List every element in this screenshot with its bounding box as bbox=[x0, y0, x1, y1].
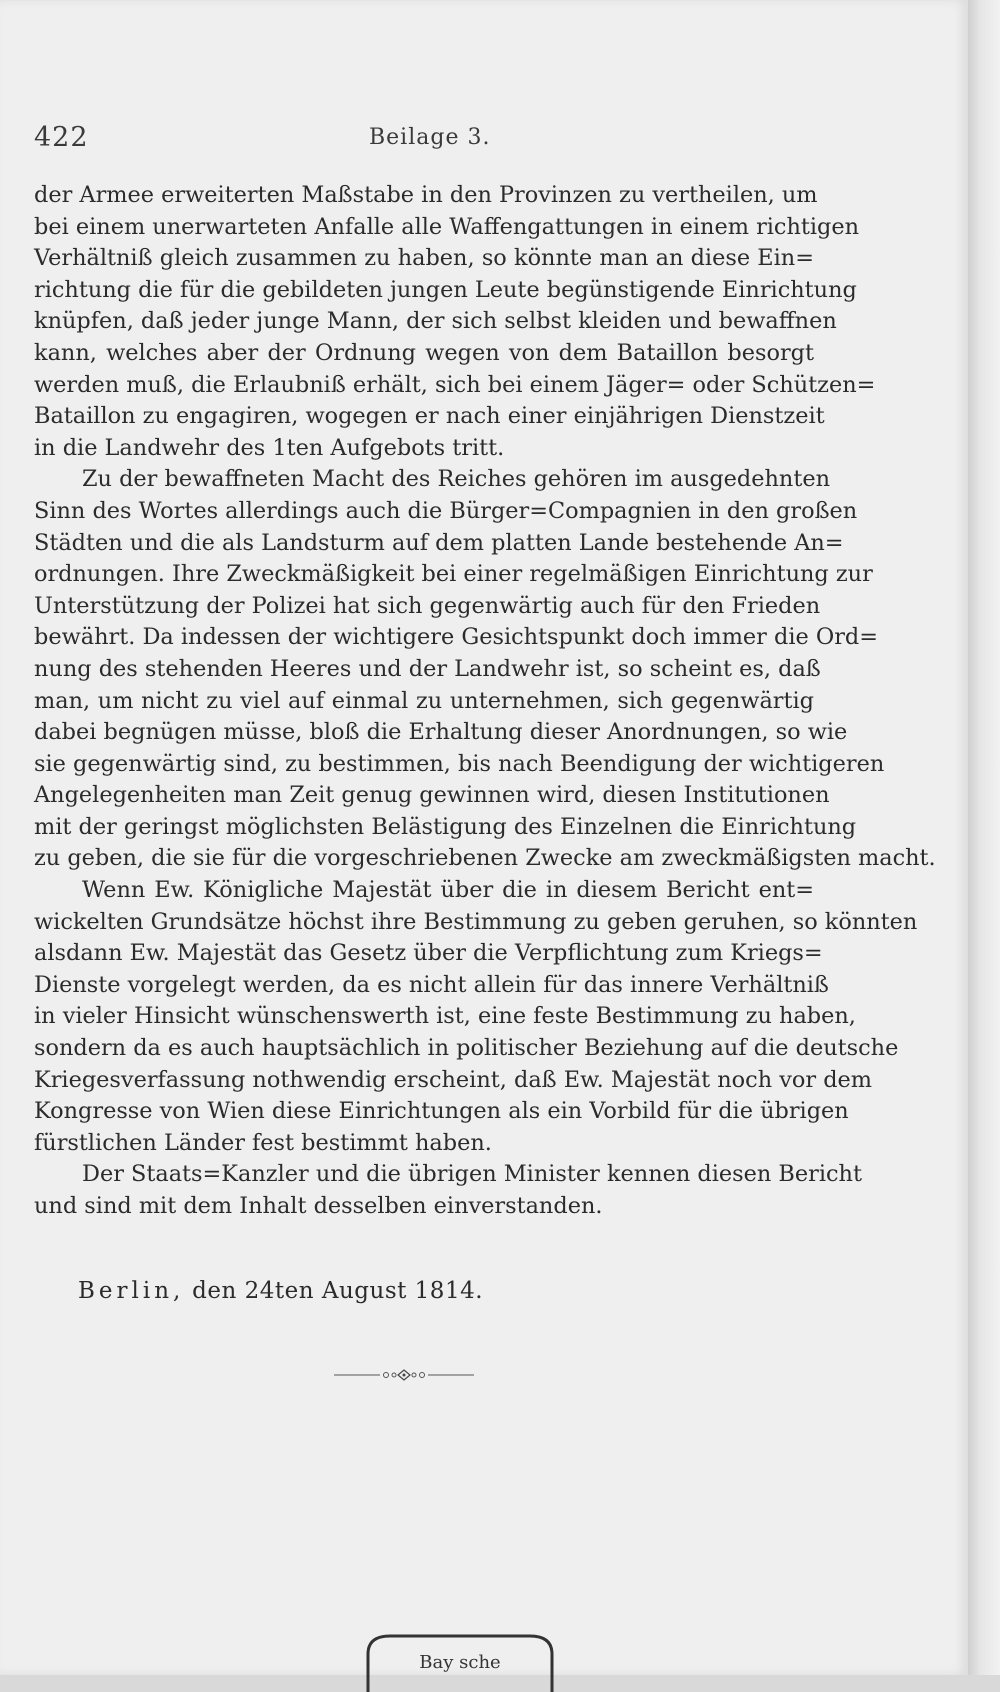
page-edge bbox=[968, 0, 1000, 1675]
text-line: Zu der bewaffneten Macht des Reiches gehören im ausgedehnten bbox=[82, 466, 831, 493]
text-line: knüpfen, daß jeder junge Mann, der sich selbst kleiden und bewaffnen bbox=[34, 308, 837, 335]
text-line: zu geben, die sie für die vorgeschriebenen Zwecke am zweckmäßigsten macht. bbox=[34, 845, 936, 872]
text-line: bei einem unerwarteten Anfalle alle Waffengattungen in einem richtigen bbox=[34, 213, 860, 240]
place-name: Berlin, bbox=[78, 1278, 185, 1304]
text-line: nung des stehenden Heeres und der Landwehr ist, so scheint es, daß bbox=[34, 655, 821, 682]
text-line: Verhältniß gleich zusammen zu haben, so könnte man an diese Ein= bbox=[34, 245, 814, 272]
text-line: man, um nicht zu viel auf einmal zu unternehmen, sich gegenwärtig bbox=[34, 687, 814, 714]
text-line: mit der geringst möglichsten Belästigung des Einzelnen die Einrichtung bbox=[34, 813, 857, 840]
text-line: sondern da es auch hauptsächlich in politischer Beziehung auf die deutsche bbox=[34, 1035, 899, 1062]
text-line: Kriegesverfassung nothwendig erscheint, daß Ew. Majestät noch vor dem bbox=[34, 1066, 873, 1093]
text-line: Kongresse von Wien diese Einrichtungen als ein Vorbild für die übrigen bbox=[34, 1098, 849, 1125]
text-line: fürstlichen Länder fest bestimmt haben. bbox=[34, 1129, 492, 1156]
text-line: Dienste vorgelegt werden, da es nicht allein für das innere Verhältniß bbox=[34, 971, 829, 998]
text-line: kann, welches aber der Ordnung wegen von dem Bataillon besorgt bbox=[34, 339, 814, 366]
page-number: 422 bbox=[34, 122, 89, 153]
stamp-text: Bay sche bbox=[419, 1652, 501, 1673]
running-title: Beilage 3. bbox=[369, 125, 491, 150]
text-line: Wenn Ew. Königliche Majestät über die in diesem Bericht ent= bbox=[82, 877, 814, 904]
text-line: Städten und die als Landsturm auf dem platten Lande bestehende An= bbox=[34, 529, 844, 556]
date-text: den 24ten August 1814. bbox=[192, 1278, 484, 1304]
text-line: dabei begnügen müsse, bloß die Erhaltung dieser Anordnungen, so wie bbox=[34, 719, 848, 746]
text-line: bewährt. Da indessen der wichtigere Gesichtspunkt doch immer die Ord= bbox=[34, 624, 879, 651]
text-line: alsdann Ew. Majestät das Gesetz über die Verpflichtung zum Kriegs= bbox=[34, 940, 823, 967]
place-and-date bbox=[78, 1278, 483, 1304]
library-stamp-icon bbox=[360, 1632, 560, 1692]
text-line: Der Staats=Kanzler und die übrigen Minister kennen diesen Bericht bbox=[82, 1161, 862, 1188]
text-line: richtung die für die gebildeten jungen Leute begünstigende Einrichtung bbox=[34, 276, 857, 303]
text-line: Sinn des Wortes allerdings auch die Bürger=Compagnien in den großen bbox=[34, 497, 858, 524]
running-head bbox=[34, 122, 814, 162]
text-line: in die Landwehr des 1ten Aufgebots tritt. bbox=[34, 434, 505, 461]
text-line: Angelegenheiten man Zeit genug gewinnen wird, diesen Institutionen bbox=[34, 782, 830, 809]
text-line: der Armee erweiterten Maßstabe in den Provinzen zu vertheilen, um bbox=[34, 182, 818, 208]
text-line: Bataillon zu engagiren, wogegen er nach einer einjährigen Dienstzeit bbox=[34, 403, 825, 430]
body-text bbox=[34, 180, 936, 1223]
text-line: wickelten Grundsätze höchst ihre Bestimmung zu geben geruhen, so könnten bbox=[34, 908, 918, 935]
text-line: in vieler Hinsicht wünschenswerth ist, eine feste Bestimmung zu haben, bbox=[34, 1003, 856, 1030]
text-line: werden muß, die Erlaubniß erhält, sich bei einem Jäger= oder Schützen= bbox=[34, 371, 876, 398]
ornament-divider-icon bbox=[334, 1367, 474, 1383]
text-line: ordnungen. Ihre Zweckmäßigkeit bei einer regelmäßigen Einrichtung zur bbox=[34, 561, 873, 588]
text-line: Unterstützung der Polizei hat sich gegenwärtig auch für den Frieden bbox=[34, 592, 821, 619]
text-line: sie gegenwärtig sind, zu bestimmen, bis nach Beendigung der wichtigeren bbox=[34, 750, 885, 777]
text-line: und sind mit dem Inhalt desselben einverstanden. bbox=[34, 1193, 603, 1219]
